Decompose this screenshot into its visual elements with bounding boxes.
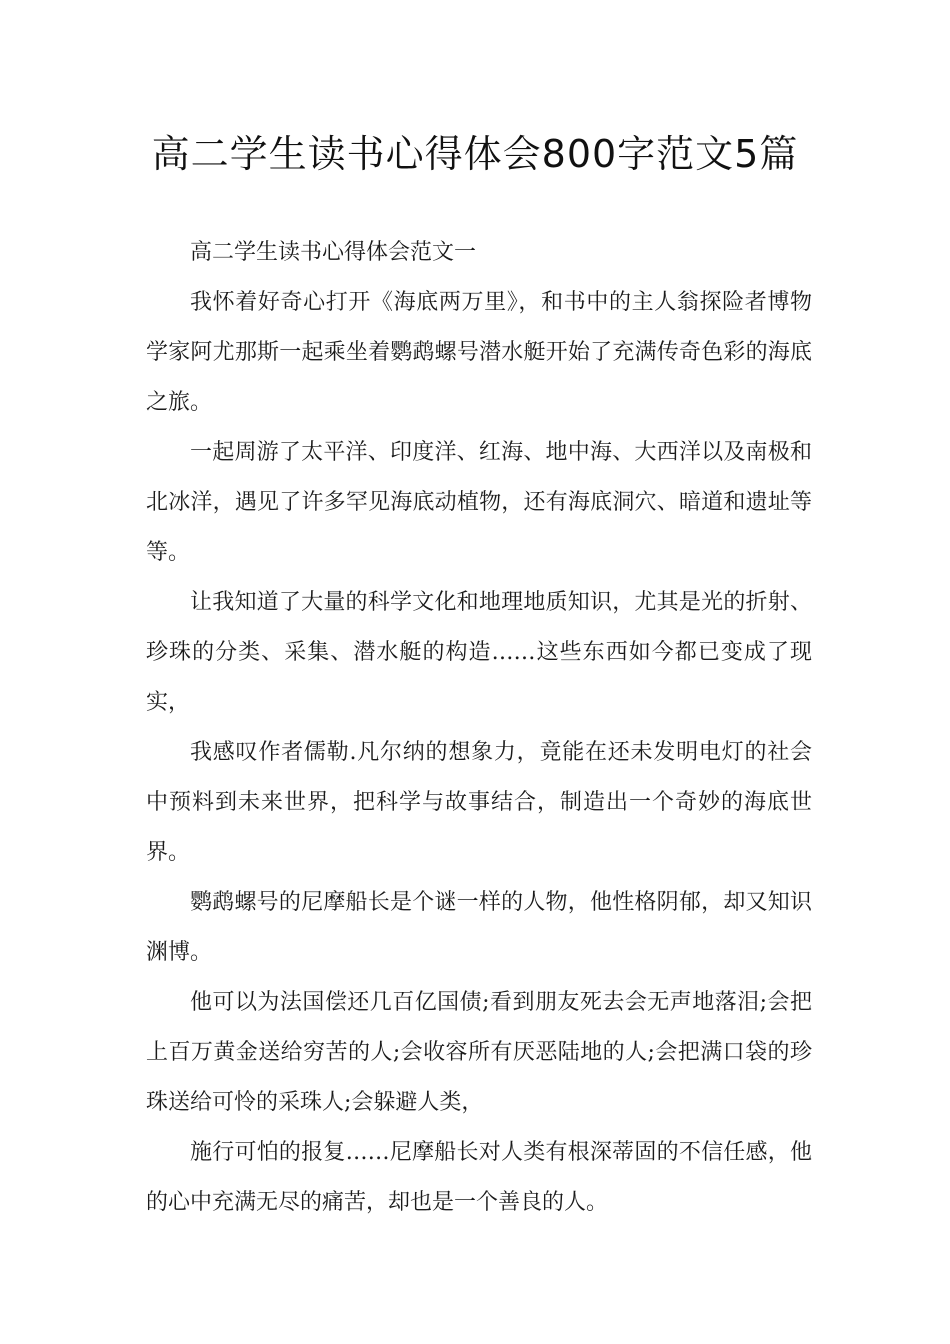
document-body [146,228,812,1228]
body-paragraph: 他可以为法国偿还几百亿国债;看到朋友死去会无声地落泪;会把上百万黄金送给穷苦的人;会收容所有厌恶陆地的人;会把满口袋的珍珠送给可怜的采珠人;会躲避人类， [146,990,812,1115]
body-paragraph: 施行可怕的报复……尼摩船长对人类有根深蒂固的不信任感，他的心中充满无尽的痛苦，却也是一个善良的人。 [146,1140,812,1215]
section-heading: 高二学生读书心得体会范文一 [190,240,477,265]
body-paragraph: 鹦鹉螺号的尼摩船长是个谜一样的人物，他性格阴郁，却又知识渊博。 [146,890,812,965]
body-paragraph: 我感叹作者儒勒.凡尔纳的想象力，竟能在还未发明电灯的社会中预料到未来世界，把科学与故事结合，制造出一个奇妙的海底世界。 [146,740,812,865]
body-paragraph: 我怀着好奇心打开《海底两万里》，和书中的主人翁探险者博物学家阿尤那斯一起乘坐着鹦鹉螺号潜水艇开始了充满传奇色彩的海底之旅。 [146,290,812,415]
body-paragraph: 一起周游了太平洋、印度洋、红海、地中海、大西洋以及南极和北冰洋，遇见了许多罕见海底动植物，还有海底洞穴、暗道和遗址等等。 [146,440,812,565]
document-title: 高二学生读书心得体会800字范文5篇 [151,132,799,176]
body-paragraph: 让我知道了大量的科学文化和地理地质知识，尤其是光的折射、珍珠的分类、采集、潜水艇的构造……这些东西如今都已变成了现实， [146,590,812,715]
